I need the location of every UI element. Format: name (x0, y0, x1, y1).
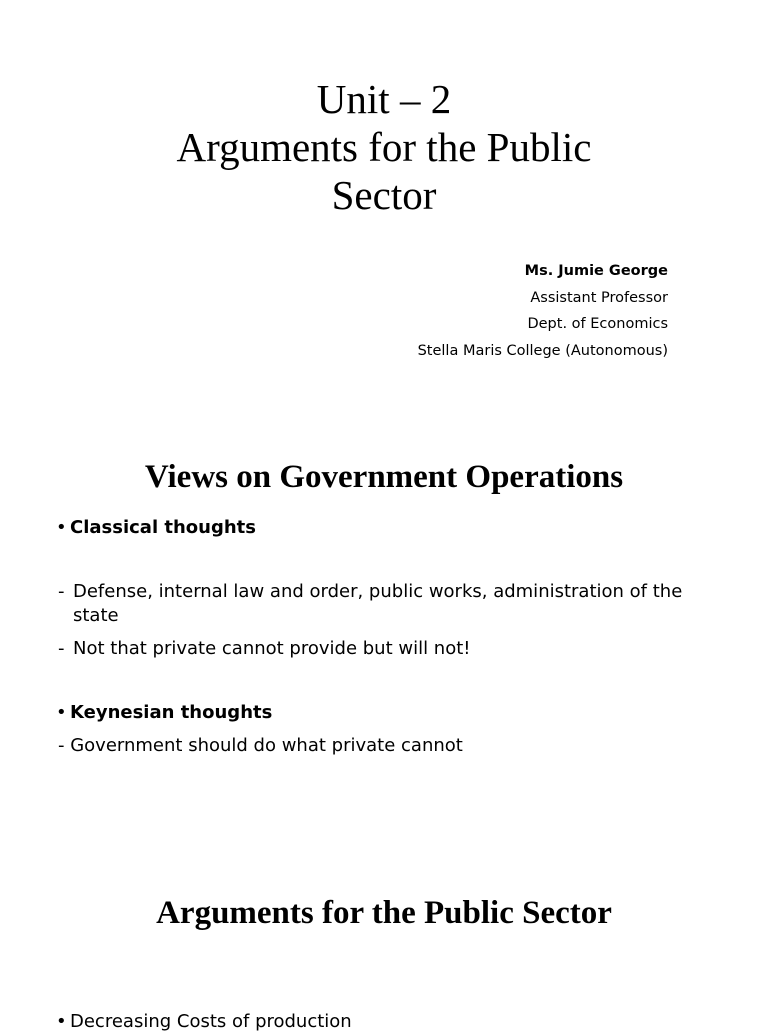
keynesian-bullet (56, 701, 272, 725)
keynesian-point: - Government should do what private cannot (58, 735, 463, 756)
classical-bullet (56, 516, 256, 540)
title-line-arguments: Arguments for the Public (176, 124, 592, 170)
bullet-marker: • (56, 517, 67, 538)
classical-point-2 (58, 637, 718, 661)
title-line-sector: Sector (331, 172, 437, 218)
classical-label: Classical thoughts (70, 517, 256, 538)
views-slide (0, 384, 768, 816)
argument-bullet-1 (56, 1010, 352, 1034)
bullet-marker: • (56, 702, 67, 723)
classical-point-2-text: Not that private cannot provide but will not! (73, 638, 471, 659)
presenter-role: Assistant Professor (530, 289, 668, 306)
arguments-heading: Arguments for the Public Sector (156, 895, 612, 931)
title-slide (0, 0, 768, 384)
classical-point-1 (58, 580, 718, 628)
arguments-slide (0, 816, 768, 1032)
presenter-department: Dept. of Economics (527, 316, 668, 332)
views-heading: Views on Government Operations (144, 459, 624, 495)
argument-bullet-1-text: Decreasing Costs of production (70, 1011, 352, 1032)
dash-marker: - (58, 581, 65, 602)
keynesian-label: Keynesian thoughts (70, 702, 273, 723)
dash-marker: - (58, 638, 65, 659)
title-line-unit: Unit – 2 (316, 76, 452, 122)
presenter-name: Ms. Jumie George (524, 263, 668, 279)
presenter-info (418, 258, 668, 364)
slide-title (0, 75, 768, 219)
classical-point-1-text: Defense, internal law and order, public works, administration of the state (73, 581, 683, 626)
bullet-marker: • (56, 1011, 67, 1032)
presenter-college: Stella Maris College (Autonomous) (417, 342, 668, 359)
